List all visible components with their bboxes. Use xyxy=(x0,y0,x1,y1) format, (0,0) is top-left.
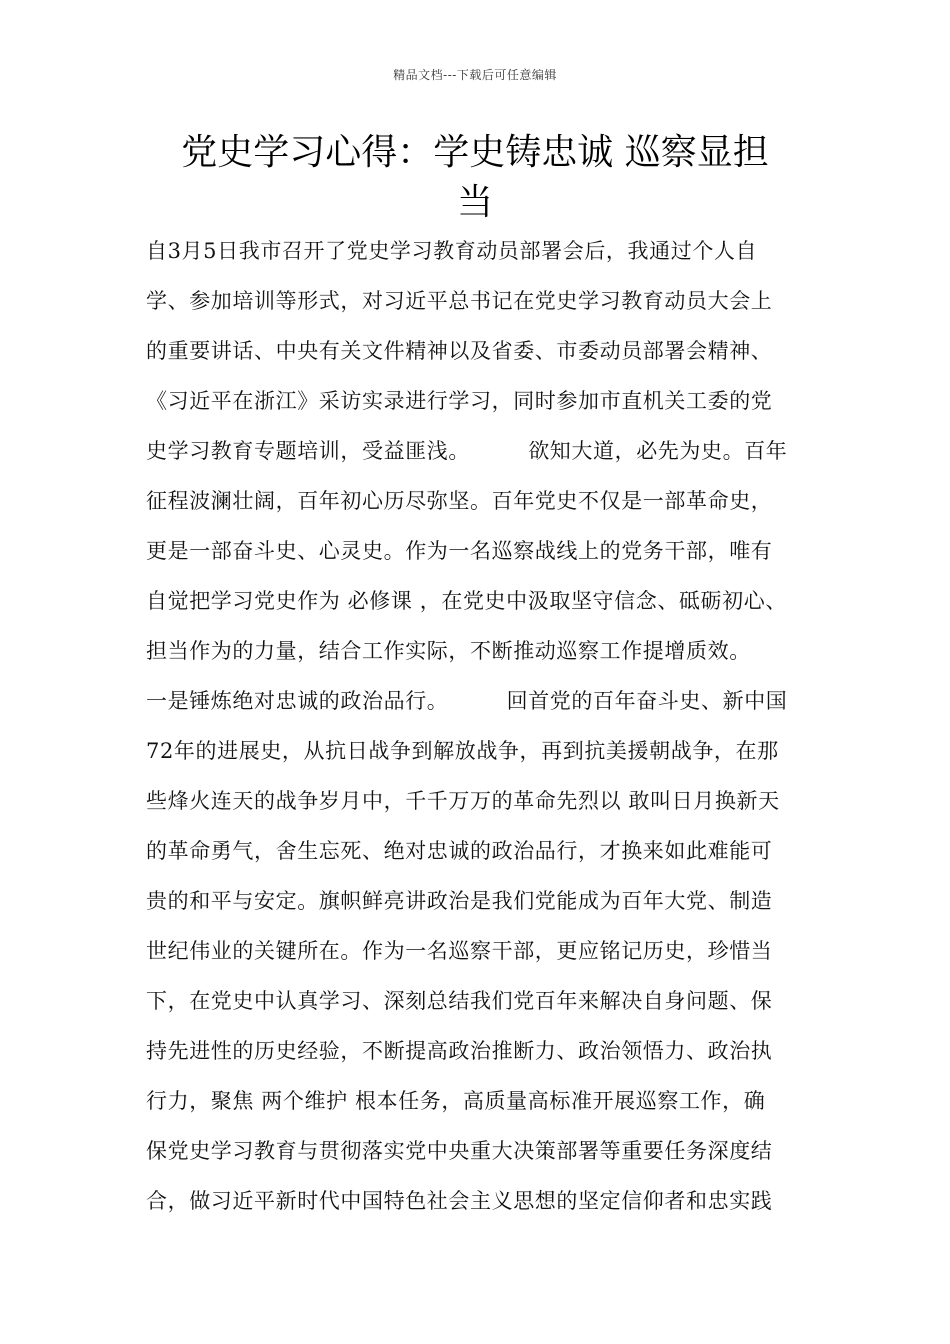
page-title xyxy=(140,128,810,228)
body-line: 下，在党史中认真学习、深刻总结我们党百年来解决自身问题、保 xyxy=(146,989,773,1013)
header-note: 精品文档---下载后可任意编辑 xyxy=(393,68,557,82)
body-line: 更是一部奋斗史、心灵史。作为一名巡察战线上的党务干部，唯有 xyxy=(146,539,773,563)
body-line: 行力，聚焦 两个维护 根本任务，高质量高标准开展巡察工作，确 xyxy=(146,1089,766,1113)
body-line: 保党史学习教育与贯彻落实党中央重大决策部署等重要任务深度结 xyxy=(146,1139,773,1163)
body-line: 世纪伟业的关键所在。作为一名巡察干部，更应铭记历史，珍惜当 xyxy=(146,939,773,963)
body-line: 的革命勇气，舍生忘死、绝对忠诚的政治品行，才换来如此难能可 xyxy=(146,839,773,863)
body-text xyxy=(146,226,811,1226)
body-line: 自3月5日我市召开了党史学习教育动员部署会后，我通过个人自 xyxy=(146,239,758,263)
body-line: 72年的进展史，从抗日战争到解放战争，再到抗美援朝战争，在那 xyxy=(146,739,779,763)
body-line: 《习近平在浙江》采访实录进行学习，同时参加市直机关工委的党 xyxy=(146,389,773,413)
body-line: 持先进性的历史经验，不断提高政治推断力、政治领悟力、政治执 xyxy=(146,1039,773,1063)
body-line: 一是锤炼绝对忠诚的政治品行。 回首党的百年奋斗史、新中国 xyxy=(146,689,788,713)
body-line: 学、参加培训等形式，对习近平总书记在党史学习教育动员大会上 xyxy=(146,289,773,313)
body-line: 贵的和平与安定。旗帜鲜亮讲政治是我们党能成为百年大党、制造 xyxy=(146,889,773,913)
body-line: 征程波澜壮阔，百年初心历尽弥坚。百年党史不仅是一部革命史， xyxy=(146,489,773,513)
body-line: 自觉把学习党史作为 必修课 ，在党史中汲取坚守信念、砥砺初心、 xyxy=(146,589,787,613)
body-line: 担当作为的力量，结合工作实际，不断推动巡察工作提增质效。 xyxy=(146,639,751,663)
body-line: 些烽火连天的战争岁月中，千千万万的革命先烈以 敢叫日月换新天 xyxy=(146,789,780,813)
body-line: 合，做习近平新时代中国特色社会主义思想的坚定信仰者和忠实践 xyxy=(146,1189,773,1213)
body-line: 的重要讲话、中央有关文件精神以及省委、市委动员部署会精神、 xyxy=(146,339,773,363)
title-line-2: 当 xyxy=(456,182,493,223)
title-line-1: 党史学习心得：学史铸忠诚 巡察显担 xyxy=(181,132,769,173)
body-line: 史学习教育专题培训，受益匪浅。 欲知大道，必先为史。百年 xyxy=(146,439,788,463)
